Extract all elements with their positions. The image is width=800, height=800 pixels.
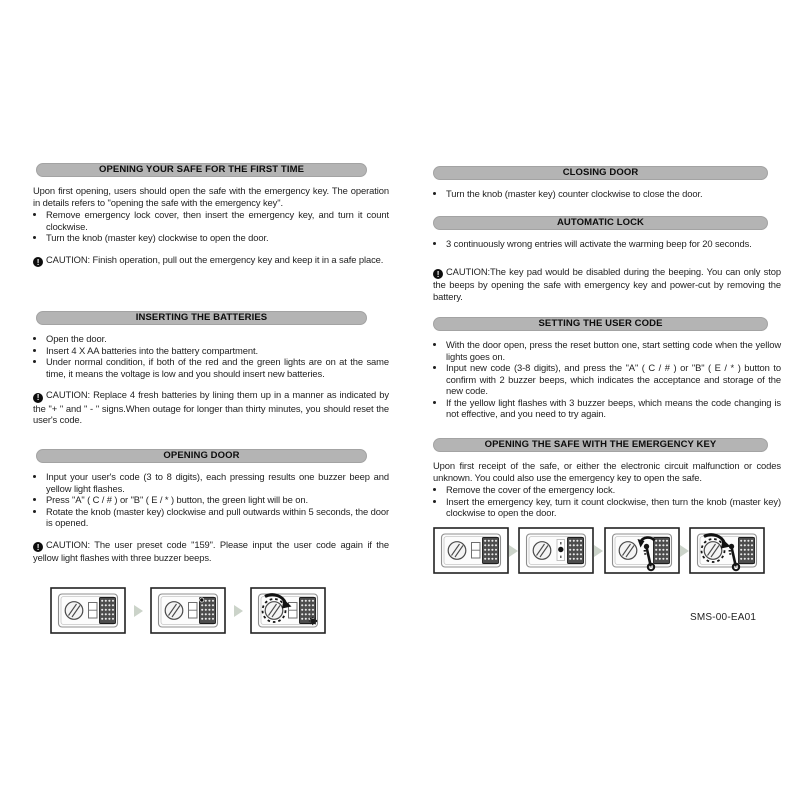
caution-note (433, 266, 781, 303)
caution-text: CAUTION: The user preset code "159". Please input the user code again if the yellow light flashes with three buzzer beeps. (33, 538, 389, 564)
instruction-bullet: • Open the door. (46, 333, 389, 345)
safe-front-panel-closed (433, 527, 509, 574)
instruction-bullet: • Turn the knob (master key) clockwise to open the door. (46, 232, 389, 244)
caution-note (33, 254, 389, 268)
safe-emergency-lock-uncovered (518, 527, 594, 574)
caution-icon: ! (33, 542, 43, 552)
section-opening-door (33, 449, 389, 565)
section-automatic-lock (433, 216, 781, 303)
safe-front-panel-closed (50, 587, 126, 634)
instruction-bullet: • Remove emergency lock cover, then insert the emergency key, and turn it count clockwise. (46, 209, 389, 232)
section-header: INSERTING THE BATTERIES (36, 311, 367, 325)
section-header: AUTOMATIC LOCK (433, 216, 768, 230)
instruction-list (33, 333, 389, 379)
section-opening-first-time (33, 163, 389, 268)
safe-keypad-code-entry-light-on (150, 587, 226, 634)
caution-text: CAUTION: Replace 4 fresh batteries by lining them up in a manner as indicated by the "+ " and " - " signs.When outage for longer than thirty minutes, you should reset the user's code. (33, 389, 389, 426)
instruction-bullet: • Insert 4 X AA batteries into the battery compartment. (46, 345, 389, 357)
step-arrow-icon (509, 545, 518, 557)
instruction-list (433, 238, 781, 250)
model-code: SMS-00-EA01 (690, 612, 757, 623)
caution-icon: ! (433, 269, 443, 279)
instruction-bullet: • Input new code (3-8 digits), and press the "A" ( C / # ) or "B" ( E / * ) button to confirm with 2 buzzer beeps, which indicates the acceptance and storage of the new code. (446, 362, 781, 397)
section-inserting-batteries (33, 311, 389, 427)
instruction-bullet: • With the door open, press the reset button one, start setting code when the yellow lights goes on. (446, 339, 781, 362)
caution-note (33, 389, 389, 426)
section-header: OPENING YOUR SAFE FOR THE FIRST TIME (36, 163, 367, 177)
section-intro: Upon first receipt of the safe, or either the electronic circuit malfunction or codes unknown. You could also use the emergency key to open the safe. (433, 460, 781, 483)
section-intro: Upon first opening, users should open the safe with the emergency key. The operation in details refers to "opening the safe with the emergency key". (33, 185, 389, 208)
section-setting-user-code (433, 317, 781, 420)
instruction-list (33, 209, 389, 244)
opening-door-figure-row (50, 587, 326, 634)
step-arrow-icon (134, 605, 143, 617)
emergency-key-figure-row (433, 527, 765, 574)
caution-text: CAUTION:The key pad would be disabled during the beeping. You can only stop the beeps by opening the safe with emergency key and power-cut by removing the battery. (433, 265, 781, 302)
instruction-list (433, 188, 781, 200)
section-opening-emergency-key (433, 438, 781, 519)
section-header: OPENING DOOR (36, 449, 367, 463)
instruction-bullet: • Turn the knob (master key) counter clockwise to close the door. (446, 188, 781, 200)
step-arrow-icon (234, 605, 243, 617)
instruction-bullet: • Insert the emergency key, turn it count clockwise, then turn the knob (master key) clockwise to open the door. (446, 496, 781, 519)
section-closing-door (433, 166, 781, 200)
instruction-bullet: • Input your user's code (3 to 8 digits), each pressing results one buzzer beep and yellow light flashes. (46, 471, 389, 494)
section-header: CLOSING DOOR (433, 166, 768, 180)
section-header: SETTING THE USER CODE (433, 317, 768, 331)
safe-turn-emergency-key (604, 527, 680, 574)
safe-turn-knob-clockwise (250, 587, 326, 634)
instruction-bullet: • Rotate the knob (master key) clockwise and pull outwards within 5 seconds, the door is opened. (46, 506, 389, 529)
instruction-bullet: • Under normal condition, if both of the red and the green lights are on at the same time, it means the voltage is low and you should insert new batteries. (46, 356, 389, 379)
step-arrow-icon (594, 545, 603, 557)
caution-note (33, 539, 389, 564)
section-header: OPENING THE SAFE WITH THE EMERGENCY KEY (433, 438, 768, 452)
caution-icon: ! (33, 393, 43, 403)
instruction-bullet: • Remove the cover of the emergency lock. (446, 484, 781, 496)
step-arrow-icon (680, 545, 689, 557)
instruction-bullet: • 3 continuously wrong entries will activate the warming beep for 20 seconds. (446, 238, 781, 250)
instruction-bullet: • If the yellow light flashes with 3 buzzer beeps, which means the code changing is not effective, and you need to try again. (446, 397, 781, 420)
instruction-list (33, 471, 389, 529)
safe-turn-knob-with-key (689, 527, 765, 574)
caution-text: CAUTION: Finish operation, pull out the emergency key and keep it in a safe place. (46, 253, 384, 265)
instruction-list (433, 484, 781, 519)
caution-icon: ! (33, 257, 43, 267)
instruction-list (433, 339, 781, 420)
instruction-bullet: • Press "A" ( C / # ) or "B" ( E / * ) button, the green light will be on. (46, 494, 389, 506)
